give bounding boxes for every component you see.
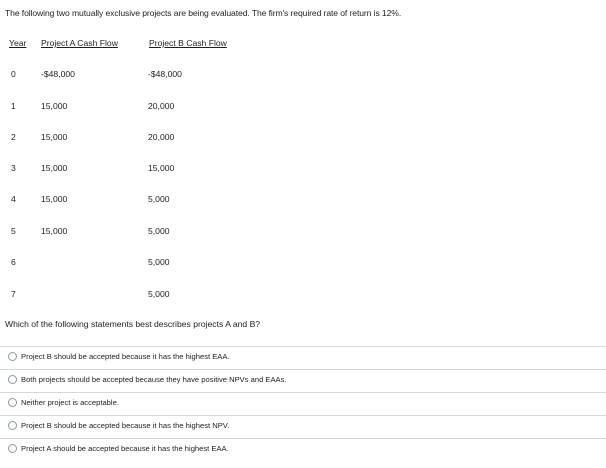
header-project-a: Project A Cash Flow: [41, 38, 118, 48]
answer-option-label[interactable]: Neither project is acceptable.: [21, 398, 119, 407]
year-cell: 1: [11, 101, 16, 111]
header-project-b: Project B Cash Flow: [149, 38, 227, 48]
year-cell: 4: [11, 194, 16, 204]
radio-button[interactable]: [8, 398, 17, 407]
project-b-cell: 15,000: [148, 163, 175, 173]
radio-button[interactable]: [8, 375, 17, 384]
project-b-cell: 20,000: [148, 101, 175, 111]
year-cell: 0: [11, 69, 16, 79]
project-a-cell: 15,000: [41, 163, 68, 173]
project-b-cell: 20,000: [148, 132, 175, 142]
project-a-cell: 15,000: [41, 101, 68, 111]
project-a-cell: 15,000: [41, 194, 68, 204]
year-cell: 3: [11, 163, 16, 173]
answer-option[interactable]: [0, 369, 606, 392]
answer-option-label[interactable]: Project B should be accepted because it has the highest EAA.: [21, 352, 230, 361]
radio-button[interactable]: [8, 421, 17, 430]
project-b-cell: 5,000: [148, 257, 170, 267]
radio-button[interactable]: [8, 444, 17, 453]
answer-option[interactable]: [0, 438, 606, 461]
year-cell: 2: [11, 132, 16, 142]
answer-option[interactable]: [0, 346, 606, 369]
project-a-cell: -$48,000: [41, 69, 75, 79]
header-year: Year: [9, 38, 27, 48]
project-a-cell: 15,000: [41, 226, 68, 236]
project-b-cell: -$48,000: [148, 69, 182, 79]
answer-option[interactable]: [0, 392, 606, 415]
year-cell: 5: [11, 226, 16, 236]
project-a-cell: 15,000: [41, 132, 68, 142]
answer-option-label[interactable]: Project B should be accepted because it has the highest NPV.: [21, 421, 230, 430]
radio-button[interactable]: [8, 352, 17, 361]
answer-option[interactable]: [0, 415, 606, 438]
project-b-cell: 5,000: [148, 289, 170, 299]
project-b-cell: 5,000: [148, 226, 170, 236]
question-text: Which of the following statements best describes projects A and B?: [5, 319, 261, 329]
year-cell: 6: [11, 257, 16, 267]
answer-option-label[interactable]: Both projects should be accepted because they have positive NPVs and EAAs.: [21, 375, 287, 384]
project-b-cell: 5,000: [148, 194, 170, 204]
intro-text: The following two mutually exclusive projects are being evaluated. The firm's required rate of return is 12%.: [5, 8, 402, 18]
answer-option-label[interactable]: Project A should be accepted because it has the highest EAA.: [21, 444, 229, 453]
year-cell: 7: [11, 289, 16, 299]
